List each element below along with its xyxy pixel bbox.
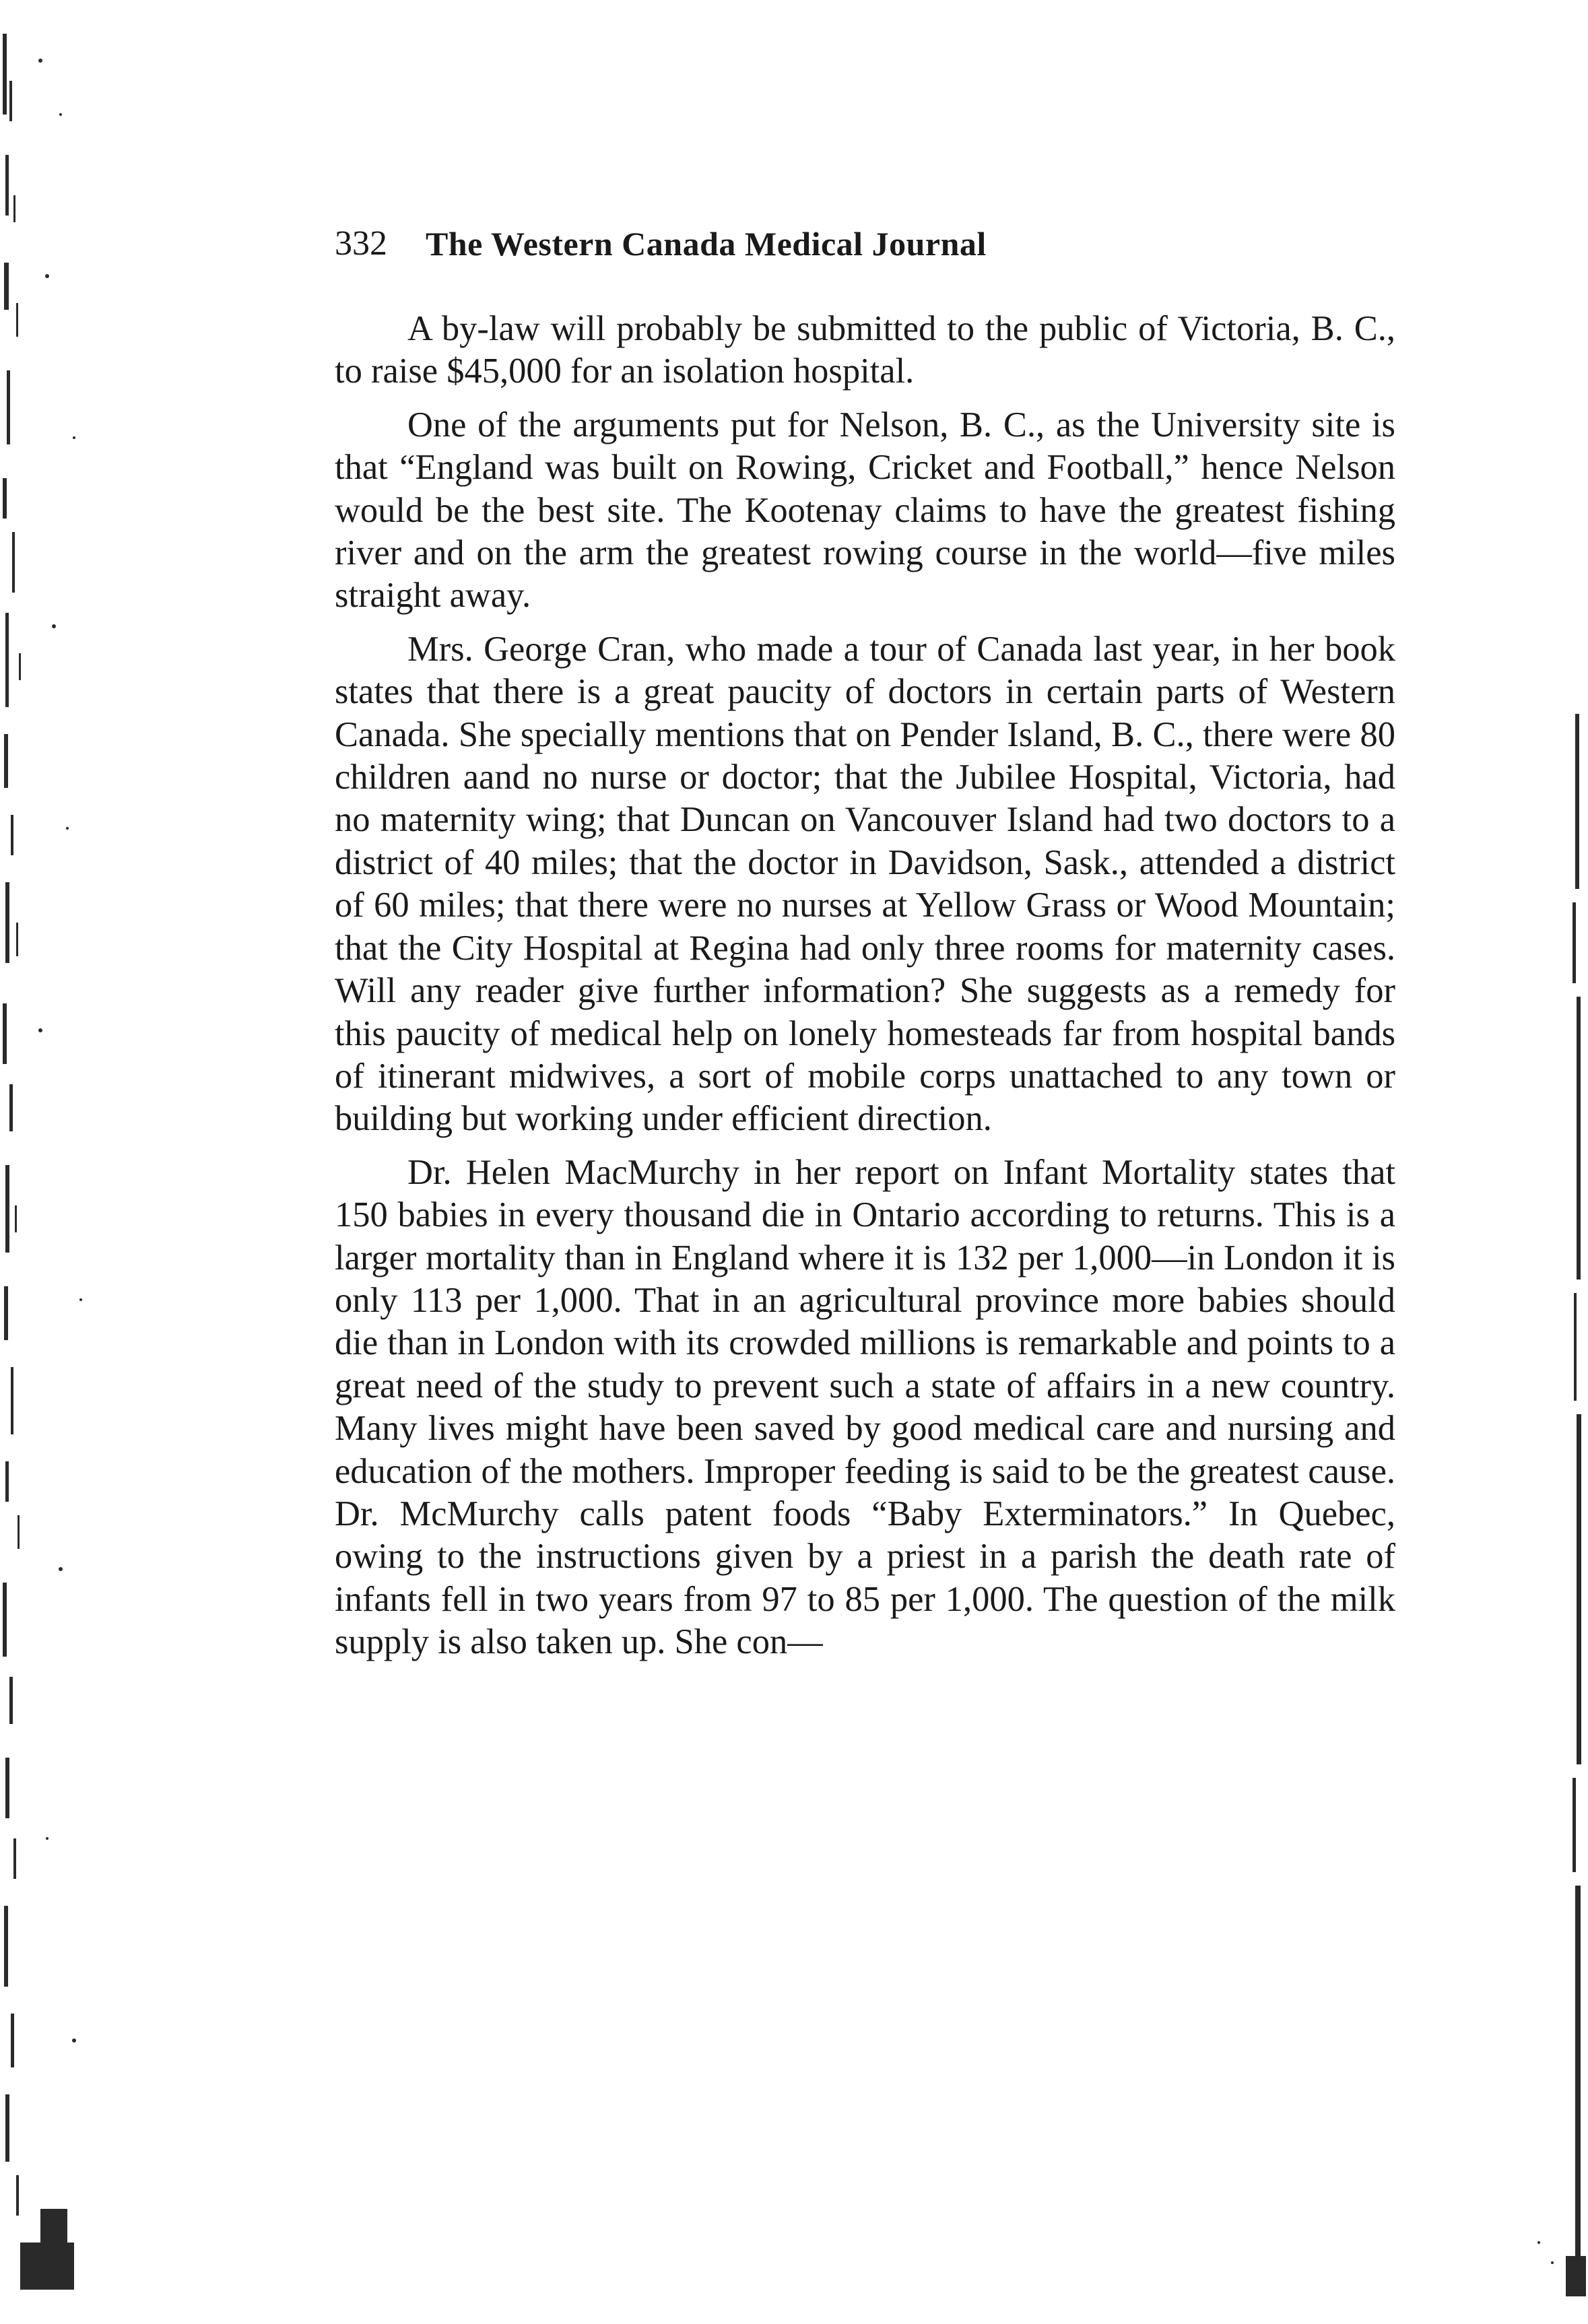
page-number: 332: [335, 224, 387, 263]
page-header: [335, 217, 1203, 271]
paragraph-isolation-hospital: A by-law will probably be submitted to the public of Victoria, B. C., to raise $45,000 for an isolation hospital.: [335, 309, 1395, 391]
article-body: [335, 308, 1395, 1664]
paragraph-infant-mortality: Dr. Helen MacMurchy in her report on Infant Mortality states that 150 babies in every thousand die in Ontario according to returns. This is a larger mortality than in England where it is 132 per 1,000—in London it is only 113 per 1,000. That in an agricultural province more babies should die than in London with its crowded millions is remarkable and points to a great need of the study to prevent such a state of affairs in a new country. Many lives might have been saved by good medical care and nursing and education of the mothers. Improper feeding is said to be the greatest cause. Dr. McMurchy calls patent foods “Baby Exterminators.” In Quebec, owing to the instructions given by a priest in a parish the death rate of infants fell in two years from 97 to 85 per 1,000. The question of the milk supply is also taken up. She con—: [335, 1152, 1395, 1662]
scan-edge-right: [1519, 687, 1588, 2324]
running-title: The Western Canada Medical Journal: [426, 225, 987, 263]
paragraph-university-site: One of the arguments put for Nelson, B. C., as the University site is that “England was built on Rowing, Cricket and Football,” hence Nelson would be the best site. The Kootenay claims to have the greatest fishing river and on the arm the greatest rowing course in the world—five miles straight away.: [335, 405, 1395, 616]
paragraph-paucity-of-doctors: Mrs. George Cran, who made a tour of Canada last year, in her book states that there is a great paucity of doctors in certain parts of Western Canada. She specially mentions that on Pender Island, B. C., there were 80 children aand no nurse or doctor; that the Jubilee Hospital, Victoria, had no maternity wing; that Duncan on Vancouver Island had two doctors to a district of 40 miles; that the doctor in Davidson, Sask., attended a district of 60 miles; that there were no nurses at Yellow Grass or Wood Mountain; that the City Hospital at Regina had only three rooms for maternity cases. Will any reader give further information? She suggests as a remedy for this paucity of medical help on lonely homesteads far from hospital bands of itinerant midwives, a sort of mobile corps unattached to any town or building but working under efficient direction.: [335, 629, 1395, 1139]
scan-edge-left: [0, 20, 141, 2317]
